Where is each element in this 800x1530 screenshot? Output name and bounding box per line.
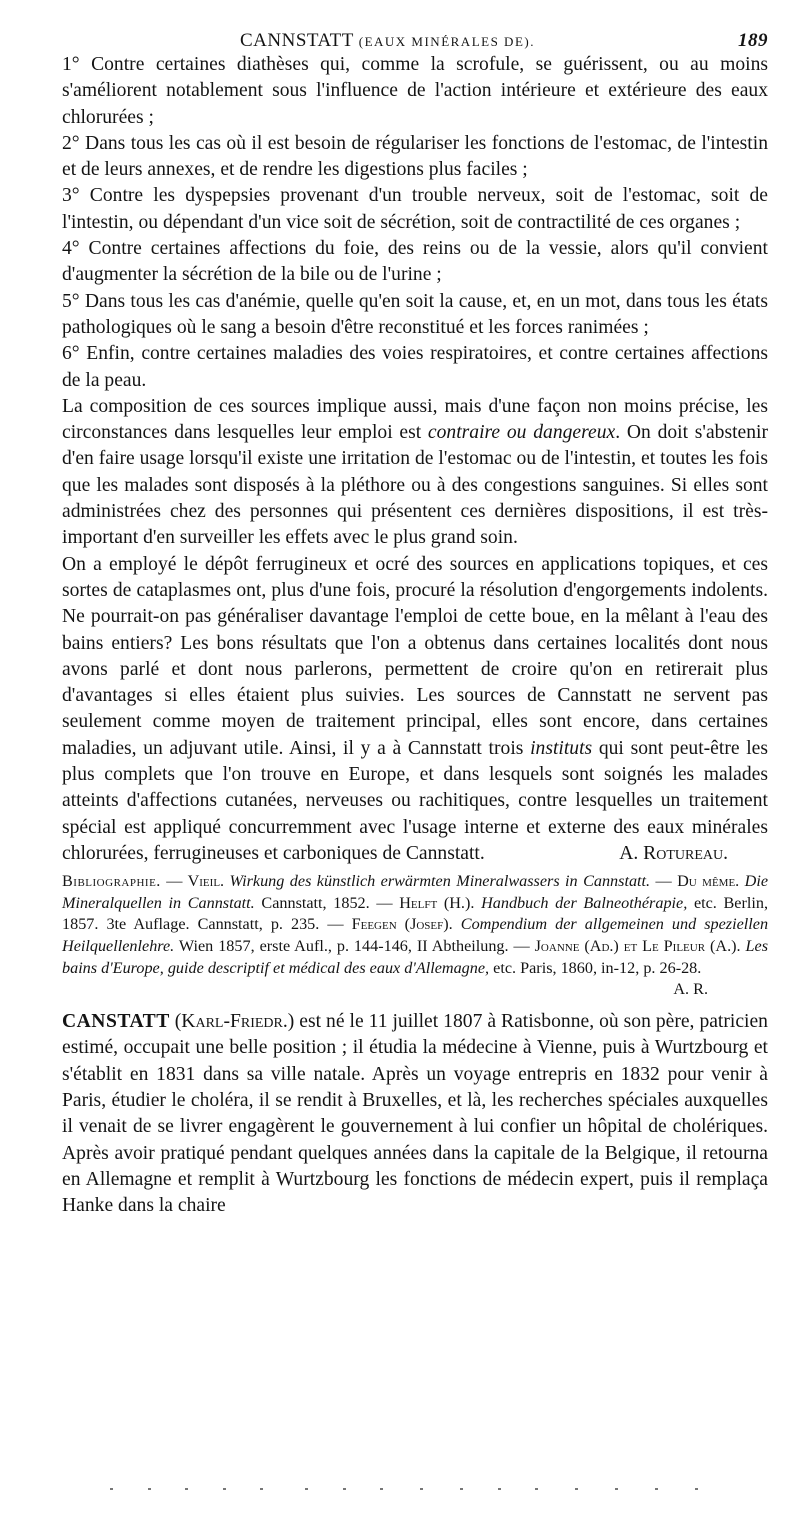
bib-author-5: — Joanne (Ad.) et Le Pileur (A.). (513, 936, 741, 955)
bib-author-2: — Du même. (655, 872, 740, 891)
page (62, 22, 768, 1220)
bib-title-2: Die Mineralquellen in Cannstatt. (62, 872, 769, 912)
composition-text-b: . On doit s'abstenir d'en faire usage lorsqu'il existe une irritation de l'estomac ou de l'intestin, et toutes les fois que les malades sont disposés à la pléthore ou à des congestions sanguines. Si elles sont administrées chez des personnes qui présentent ces dernières dispositions, il est très-important d'en surveiller les effets avec le plus grand soin. (62, 422, 768, 549)
bibliography-label: Bibliographie. (62, 872, 161, 891)
bib-title-3: Handbuch der Balneothérapie, (481, 893, 688, 912)
author-signature: A. Rotureau. (619, 842, 728, 864)
indication-3: 3° Contre les dyspepsies provenant d'un trouble nerveux, soit de l'estomac, soit de l'intestin, ou dépendant d'un vice soit de sécrétion, soit de contractilité de ces organes ; (62, 185, 768, 233)
bib-author-1: — Vieil. (166, 872, 225, 891)
biography-entry (62, 1009, 768, 1219)
indication-1: 1° Contre certaines diathèses qui, comme la scrofule, se guérissent, ou au moins s'améliorent notablement sous l'influence de l'action intérieure et extérieure des eaux chlorurées ; (62, 54, 768, 128)
page-number: 189 (738, 30, 768, 51)
running-title-sub: (EAUX MINÉRALES DE). (358, 34, 535, 49)
bib-author-3: — Helft (H.). (376, 893, 475, 912)
running-header (62, 22, 768, 52)
entry-headword: CANSTATT (62, 1011, 170, 1033)
bib-signature: A. R. (673, 980, 708, 999)
indication-2: 2° Dans tous les cas où il est besoin de régulariser les fonctions de l'estomac, de l'intestin et de leurs annexes, et de rendre les digestions plus faciles ; (62, 132, 768, 181)
paragraph-composition (62, 394, 768, 552)
composition-italic: contraire ou dangereux (427, 422, 616, 444)
bibliography (62, 871, 769, 999)
article-body (62, 52, 769, 999)
entry-text: est né le 11 juillet 1807 à Ratisbonne, où son père, patricien estimé, occupait une belle position ; il étudia la médecine à Vienne, puis à Wurtzbourg et s'établit en 1831 dans sa ville natale. Après un voyage entrepris en 1832 pour venir à Paris, étudier le choléra, il se rendit à Bruxelles, et là, les recherches spéciales auxquelles il venait de se livrer engagèrent le gouvernement à lui confier un hôpital de cholériques. Après avoir pratiqué pendant quelques années dans la capitale de la Belgique, il retourna en Allemagne et remplit à Wurtzbourg les fonctions de médecin expert, puis il remplaça Hanke dans la chaire (62, 1011, 768, 1217)
composition-text-a: La composition de ces sources implique aussi, mais d'une façon non moins précise, les circonstances dans lesquelles leur emploi est (62, 395, 768, 444)
bib-title-1: Wirkung des künstlich erwärmten Mineralwassers in Cannstatt. (229, 872, 651, 891)
biography-paragraph (62, 1009, 768, 1219)
indication-6: 6° Enfin, contre certaines maladies des voies respiratoires, et contre certaines affections de la peau. (62, 343, 768, 391)
entry-name: (Karl-Friedr.) (174, 1011, 295, 1033)
bib-title-5: Les bains d'Europe, guide descriptif et médical des eaux d'Allemagne, (62, 936, 768, 977)
indication-4: 4° Contre certaines affections du foie, des reins ou de la vessie, alors qu'il convient d'augmenter la sécrétion de la bile ou de l'urine ; (62, 238, 768, 286)
faint-bleedthrough-marks (110, 1488, 730, 1500)
running-title-main: CANNSTATT (240, 30, 354, 51)
bib-rest-4: Wien 1857, erste Aufl., p. 144-146, II Abtheilung. (178, 936, 509, 955)
bib-rest-2: Cannstatt, 1852. (261, 893, 370, 912)
depot-italic: instituts (530, 737, 593, 759)
bib-author-4: — Feegen (Josef). (327, 915, 453, 934)
bib-title-4: Compendium der allgemeinen und speziellen Heilquellenlehre. (62, 915, 769, 955)
bib-rest-5: etc. Paris, 1860, in-12, p. 26-28. (493, 958, 702, 977)
bib-rest-3: etc. Berlin, 1857. 3te Auflage. Cannstatt, p. 235. (62, 893, 769, 934)
paragraph-depot (62, 552, 768, 868)
depot-text-b: qui sont peut-être les plus complets que l'on trouve en Europe, et dans lesquels sont soignés les malades atteints d'affections cutanées, nerveuses ou rachitiques, contre lesquelles un traitement spécial est appliqué concurremment avec l'usage interne et externe des eaux minérales chlorurées, ferrugineuses et carboniques de Cannstatt. (62, 737, 768, 864)
indication-5: 5° Dans tous les cas d'anémie, quelle qu'en soit la cause, et, en un mot, dans tous les états pathologiques où le sang a besoin d'être reconstitué et les forces ranimées ; (62, 290, 768, 338)
running-title (240, 30, 535, 52)
depot-text-a: On a employé le dépôt ferrugineux et ocré des sources en applications topiques, et ces sortes de cataplasmes ont, plus d'une fois, procuré la résolution d'engorgements indolents. Ne pourrait-on pas généraliser davantage l'emploi de cette boue, en la mêlant à l'eau des bains entiers? Les bons résultats que l'on a obtenus dans certaines localités dont nous avons parlé et dont nous parlerons, permettent de croire qu'on en retirerait plus d'avantages si elles étaient plus suivies. Les sources de Cannstatt ne servent pas seulement comme moyen de traitement principal, elles sont encore, dans certaines maladies, un adjuvant utile. Ainsi, il y a à Cannstatt trois (62, 553, 768, 759)
